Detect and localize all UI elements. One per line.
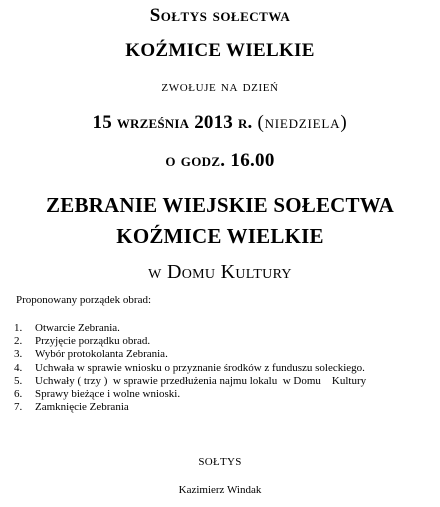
agenda-item bbox=[14, 362, 366, 375]
agenda-item bbox=[14, 401, 366, 414]
agenda-item-number: 2. bbox=[14, 335, 23, 348]
agenda-item-text: Uchwała w sprawie wniosku o przyznanie środków z funduszu soleckiego. bbox=[35, 361, 365, 374]
agenda-item-text: Zamknięcie Zebrania bbox=[35, 401, 129, 414]
header-title-line1: Sołtys sołectwa bbox=[149, 5, 291, 26]
agenda-item-number: 7. bbox=[14, 401, 23, 414]
meeting-place: w Domu Kultury bbox=[148, 261, 292, 283]
meeting-title-line2: KOŹMICE WIELKIE bbox=[116, 224, 324, 248]
header-date: 15 września 2013 r. bbox=[92, 112, 253, 133]
agenda-item bbox=[14, 335, 366, 348]
agenda-item bbox=[14, 388, 366, 401]
signature-name: Kazimierz Windak bbox=[178, 484, 262, 496]
agenda-item-text: Sprawy bieżące i wolne wnioski. bbox=[35, 387, 181, 400]
agenda-item-text: Wybór protokolanta Zebrania. bbox=[35, 348, 168, 361]
agenda-item bbox=[14, 348, 366, 361]
agenda-item-text: Otwarcie Zebrania. bbox=[35, 322, 120, 334]
agenda-item-number: 6. bbox=[14, 387, 23, 400]
meeting-title-line1: ZEBRANIE WIEJSKIE SOŁECTWA bbox=[46, 193, 394, 217]
header-title-village: KOŹMICE WIELKIE bbox=[125, 40, 315, 61]
header-time: o godz. 16.00 bbox=[165, 150, 275, 171]
header-date-line bbox=[0, 113, 440, 132]
agenda-item-number: 4. bbox=[14, 361, 23, 374]
header-convenes: zwołuje na dzień bbox=[161, 78, 279, 95]
header-weekday: (niedziela) bbox=[257, 112, 348, 133]
agenda-item-number: 1. bbox=[14, 322, 23, 334]
signature-role: SOŁTYS bbox=[198, 456, 242, 468]
agenda-intro: Proponowany porządek obrad: bbox=[16, 294, 152, 306]
agenda-item-text: Przyjęcie porządku obrad. bbox=[35, 335, 151, 348]
agenda-item bbox=[14, 375, 366, 388]
agenda-list bbox=[14, 322, 366, 414]
agenda-item bbox=[14, 322, 366, 335]
agenda-item-text: Uchwały ( trzy ) w sprawie przedłużenia najmu lokalu w Domu Kultury bbox=[35, 374, 367, 387]
agenda-item-number: 5. bbox=[14, 374, 23, 387]
agenda-item-number: 3. bbox=[14, 348, 23, 361]
